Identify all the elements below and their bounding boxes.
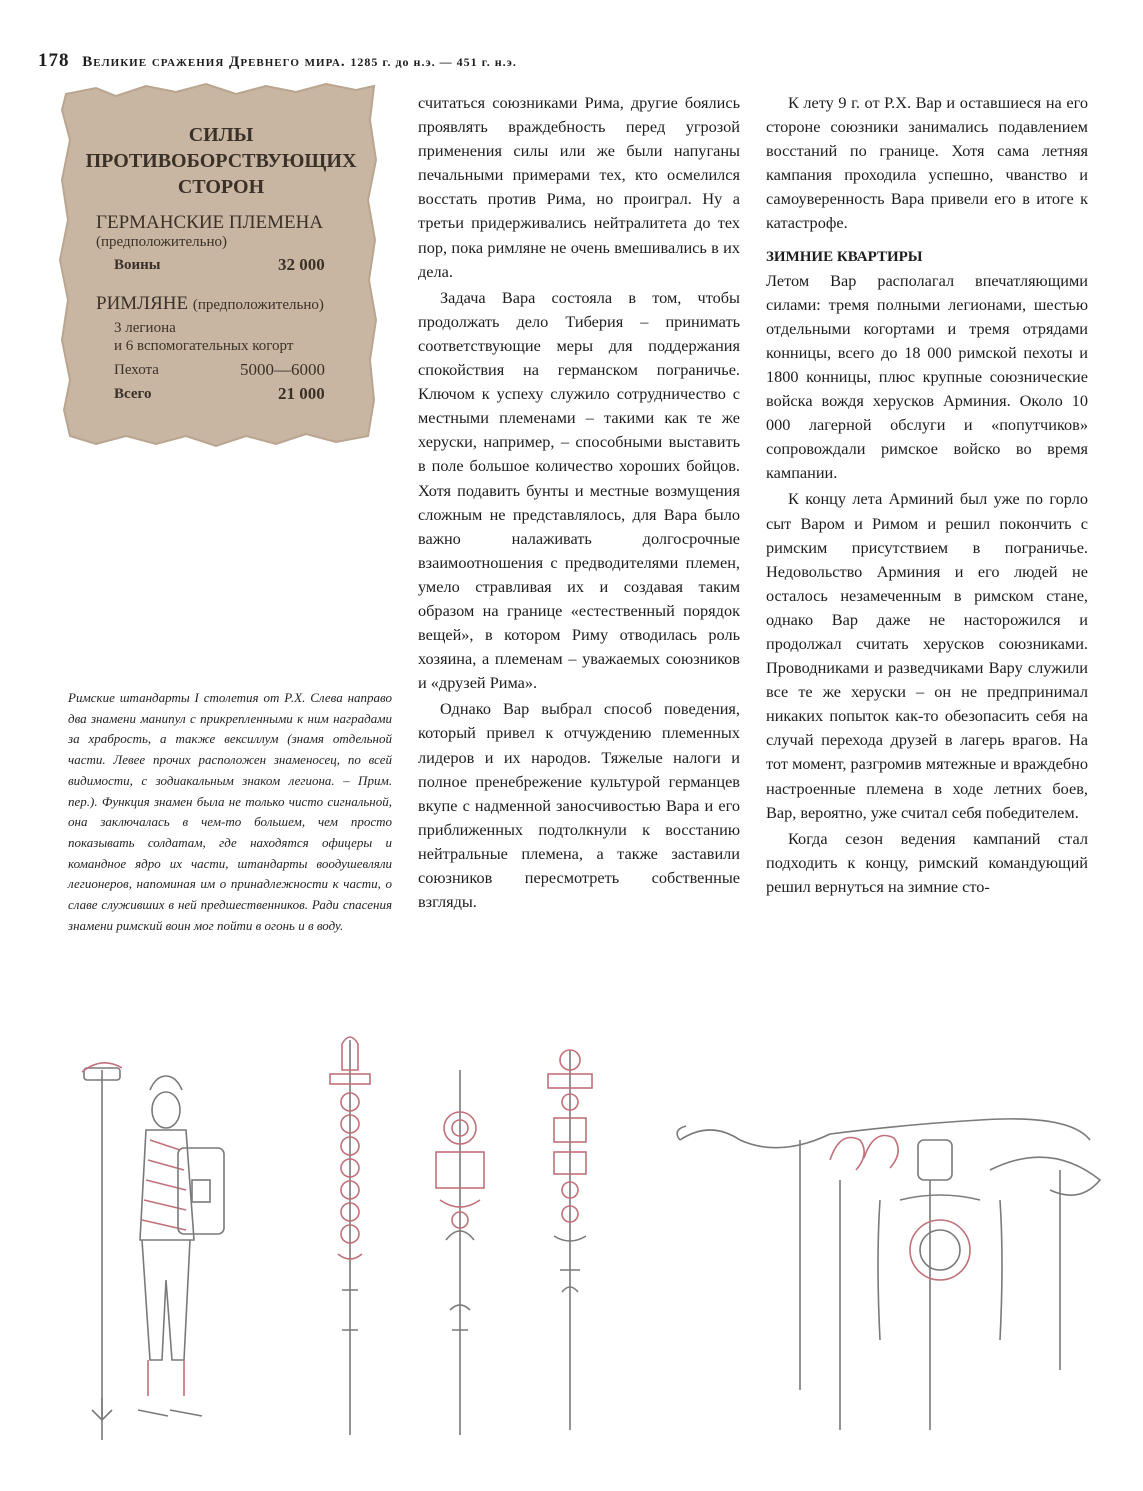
section-heading: ЗИМНИЕ КВАРТИРЫ bbox=[766, 248, 923, 265]
standard-bearer-figure bbox=[82, 1063, 224, 1440]
vexillum-group bbox=[677, 1119, 1100, 1430]
book-title: Великие сражения Древнего мира. bbox=[82, 54, 346, 70]
paragraph: Летом Вар располагал впечатляющими силами: тремя полными легионами, шестью отдельными когортами и тремя отрядами конницы, всего до 18 000 римской пехоты и 1800 конницы, плюс крупные союзнические войска вождя херусков Арминия. Около 10 000 лагерной обслуги и «попутчиков» сопровождали римское войско во время кампании. bbox=[766, 270, 1088, 483]
paragraph: Однако Вар выбрал способ поведения, который привел к отчуждению племенных лидеров и их народов. Тяжелые налоги и полное пренебрежение культурой германцев вкупе с надменной заносчивостью Вара и его приближенных подтолкнули к восстанию нейтральные племена, а также заставили союзников пересмотреть собственные взгляды. bbox=[418, 699, 740, 912]
romans-total-value: 21 000 bbox=[278, 384, 325, 403]
romans-total-label: Всего bbox=[114, 386, 152, 402]
paragraph: Задача Вара состояла в том, чтобы продолжать дело Тиберия – принимать соответствующие меры для поддержания спокойствия на германском пограничье. Ключом к успеху служило сотрудничество с местными племенами – такими как те же херуски, например, – способными выставить в поле большое количество хороших бойцов. Хотя подавить бунты и местные возмущения сложным не представлялось, для Вара было важно налаживать долгосрочные взаимоотношения с предводителями племен, умело стравливая их и создавая таким образом на границе «естественный порядок вещей», в котором Риму отводилась роль хозяина, а племенам – уважаемых союзников и «друзей Рима». bbox=[418, 287, 740, 693]
forces-box bbox=[56, 80, 376, 448]
germans-heading: ГЕРМАНСКИЕ ПЛЕМЕНА bbox=[96, 212, 324, 233]
romans-units-2: и 6 вспомогательных когорт bbox=[114, 338, 294, 354]
romans-note: (предположительно) bbox=[192, 297, 324, 313]
paragraph: К лету 9 г. от Р.Х. Вар и оставшиеся на его стороне союзники занимались подавлением восстаний по границе. Хотя сама летняя кампания проходила успешно, чванство и самоуверенность Вара привели его в итоге к катастрофе. bbox=[766, 93, 1088, 233]
romans-heading: РИМЛЯНЕ (предположительно) bbox=[96, 293, 324, 314]
running-header bbox=[38, 50, 517, 72]
romans-infantry-value: 5000—6000 bbox=[240, 360, 325, 379]
column-right bbox=[766, 91, 1088, 899]
paragraph: К концу лета Арминий был уже по горло сыт Варом и Римом и решил покончить с римским присутствием в пограничье. Недовольство Арминия и его людей не осталось незамеченным в римском стане, однако Вар даже не насторожился и продолжал считать херусков союзниками. Проводниками и разведчиками Вару служили все те же херуски – он не предпринимал никаких попыток как-то обезопасить себя на случай перехода друзей в лагерь врагов. На тот момент, разгромив мятежные и враждебно настроенные племена в ходе летних боев, Вар, вероятно, уже считал себя победителем. bbox=[766, 489, 1088, 822]
figure-caption: Римские штандарты I столетия от Р.Х. Слева направо два знамени манипул с прикрепленными к ним наградами за храбрость, а также вексиллум (знамя отдельной части. Левее прочих расположен знаменосец, по всей видимости, с зодиакальным знаком легиона. – Прим. пер.). Функция знамен была не только чисто сигнальной, она заключалась в чем-то большем, чем просто показывать солдатам, где находятся офицеры и командное ядро их части, штандарты воодушевляли легионеров, напоминая им о принадлежности к части, о славе служивших в ней предшественников. Ради спасения знамени римский воин мог пойти в огонь и в воду. bbox=[68, 690, 392, 933]
forces-title: СИЛЫ ПРОТИВОБОРСТВУЮЩИХ СТОРОН bbox=[85, 124, 357, 198]
germans-warriors-label: Воины bbox=[114, 257, 161, 273]
romans-units-1: 3 легиона bbox=[114, 320, 176, 336]
germans-note: (предположительно) bbox=[96, 234, 228, 250]
column-middle bbox=[418, 91, 740, 914]
paragraph: Когда сезон ведения кампаний стал подходить к концу, римский командующий решил вернуться на зимние сто- bbox=[766, 828, 1088, 896]
manipular-standard-3 bbox=[548, 1050, 592, 1430]
roman-standards-illustration bbox=[60, 1030, 1120, 1450]
book-dates: 1285 г. до н.э. — 451 г. н.э. bbox=[350, 55, 517, 69]
romans-infantry-label: Пехота bbox=[114, 362, 159, 378]
paragraph: считаться союзниками Рима, другие боялись проявлять враждебность перед угрозой применения силы или же были напуганы печальными примерами тех, кто осмелился восстать против Рима, но проиграл. Ну а третьи придерживались нейтралитета до тех пор, пока римляне не очень вмешивались в их дела. bbox=[418, 93, 740, 281]
page-number: 178 bbox=[38, 50, 70, 71]
manipular-standard-2 bbox=[436, 1070, 484, 1435]
manipular-standard-1 bbox=[330, 1037, 370, 1435]
germans-warriors-value: 32 000 bbox=[278, 255, 325, 274]
